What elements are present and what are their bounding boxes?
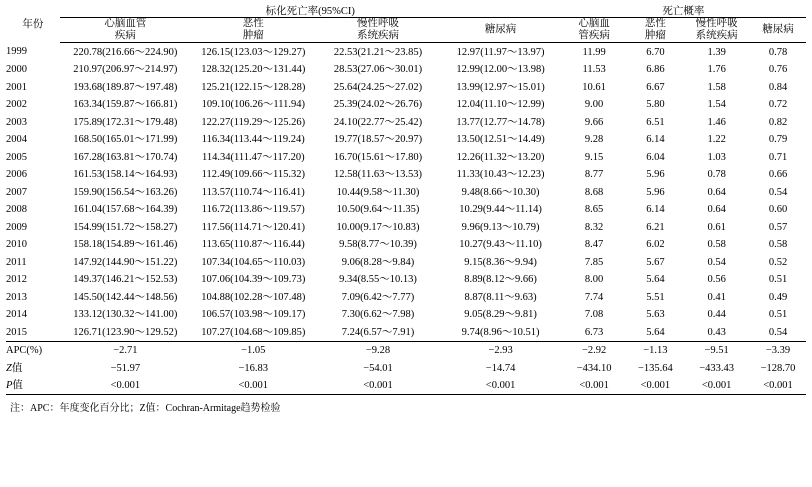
cell-p4: 0.71 bbox=[768, 151, 788, 163]
cell-m1: 158.18(154.89～161.46) bbox=[73, 239, 178, 251]
cell-p3: 1.39 bbox=[707, 46, 726, 58]
table-row bbox=[6, 218, 806, 236]
cell-m3: 25.64(24.25～27.02) bbox=[333, 81, 423, 93]
summary-row bbox=[6, 377, 806, 395]
cell-m2: 113.57(110.74～116.41) bbox=[201, 186, 305, 198]
cell-summary-m3: −54.01 bbox=[363, 362, 393, 374]
cell-summary-label bbox=[6, 359, 60, 377]
cell-summary-p1: −2.92 bbox=[561, 341, 628, 359]
cell-p4: 0.60 bbox=[768, 204, 788, 216]
cell-summary-m1: −2.71 bbox=[60, 341, 191, 359]
cell-m3: 9.58(8.77～10.39) bbox=[339, 239, 417, 251]
header-group-probability: 死亡概率 bbox=[561, 6, 806, 18]
header-group-row bbox=[6, 6, 806, 18]
cell-m1: 220.78(216.66～224.90) bbox=[73, 46, 178, 58]
summary-label-suffix: 值 bbox=[11, 362, 23, 374]
table-row bbox=[6, 148, 806, 166]
cell-summary-p2: −135.64 bbox=[637, 362, 673, 374]
cell-p4: 0.54 bbox=[768, 326, 788, 338]
cell-summary-p2: <0.001 bbox=[627, 377, 683, 395]
cell-p3: 1.46 bbox=[707, 116, 726, 128]
cell-m1: 133.12(130.32～141.00) bbox=[73, 309, 178, 321]
cell-m4: 9.96(9.13～10.79) bbox=[461, 221, 540, 233]
header-mortality-cancer-line2: 肿瘤 bbox=[242, 30, 264, 42]
table-row bbox=[6, 131, 806, 149]
cell-p3: 0.54 bbox=[707, 256, 726, 268]
cell-m2: 116.34(113.44～119.24) bbox=[201, 134, 305, 146]
header-mortality-diabetes bbox=[440, 18, 560, 43]
cell-m2: 117.56(114.71～120.41) bbox=[201, 221, 305, 233]
cell-p1: 9.66 bbox=[584, 116, 604, 128]
cell-m2: 107.06(104.39～109.73) bbox=[201, 274, 306, 286]
cell-p2: 6.51 bbox=[646, 116, 665, 128]
cell-year: 2012 bbox=[6, 274, 27, 286]
cell-p4: 0.84 bbox=[768, 81, 788, 93]
cell-p4: 0.51 bbox=[768, 309, 788, 321]
cell-p2: 5.64 bbox=[646, 326, 665, 338]
cell-m2: 114.34(111.47～117.20) bbox=[202, 151, 305, 163]
table-row bbox=[6, 96, 806, 114]
cell-summary-m3: <0.001 bbox=[316, 377, 441, 395]
cell-year: 2003 bbox=[6, 116, 27, 128]
header-mortality-crd-line2: 系统疾病 bbox=[357, 30, 399, 42]
cell-m1: 145.50(142.44～148.56) bbox=[73, 291, 178, 303]
cell-p1: 8.00 bbox=[584, 274, 604, 286]
summary-label-symbol: P bbox=[6, 380, 13, 392]
cell-summary-label bbox=[6, 377, 60, 395]
cell-m1: 161.53(158.14～164.93) bbox=[73, 169, 178, 181]
cell-m3: 10.50(9.64～11.35) bbox=[336, 204, 420, 216]
cell-summary-p4: −3.39 bbox=[750, 341, 806, 359]
table-row bbox=[6, 61, 806, 79]
cell-p2: 5.63 bbox=[646, 309, 665, 321]
cell-m4: 9.74(8.96～10.51) bbox=[461, 326, 540, 338]
cell-p3: 0.58 bbox=[707, 239, 726, 251]
cell-p2: 6.70 bbox=[646, 46, 665, 58]
cell-p2: 6.67 bbox=[646, 81, 665, 93]
cell-p3: 1.58 bbox=[707, 81, 726, 93]
cell-p2: 6.14 bbox=[646, 134, 665, 146]
cell-year: 2002 bbox=[6, 99, 27, 111]
cell-year: 2013 bbox=[6, 291, 27, 303]
cell-summary-m1: <0.001 bbox=[60, 377, 191, 395]
table-row bbox=[6, 166, 806, 184]
cell-m1: 193.68(189.87～197.48) bbox=[73, 81, 178, 93]
header-probability-diabetes bbox=[750, 18, 806, 43]
cell-summary-m4: −14.74 bbox=[485, 362, 516, 374]
header-mortality-cvd-line2: 疾病 bbox=[114, 30, 136, 42]
cell-m3: 16.70(15.61～17.80) bbox=[333, 151, 423, 163]
cell-p1: 11.53 bbox=[582, 64, 606, 76]
cell-m1: 175.89(172.31～179.48) bbox=[73, 116, 178, 128]
table-row bbox=[6, 306, 806, 324]
cell-p1: 7.08 bbox=[584, 309, 604, 321]
cell-p4: 0.78 bbox=[768, 46, 788, 58]
cell-p3: 0.64 bbox=[707, 204, 726, 216]
table-footnote: 注：APC：年度变化百分比；Z值：Cochran-Armitage趋势检验 bbox=[10, 403, 281, 415]
table-row bbox=[6, 288, 806, 306]
table-row bbox=[6, 43, 806, 61]
summary-label-suffix: 值 bbox=[12, 380, 23, 392]
summary-row bbox=[6, 359, 806, 377]
cell-m4: 8.89(8.12～9.66) bbox=[464, 274, 537, 286]
table-row bbox=[6, 78, 806, 96]
cell-m2: 104.88(102.28～107.48) bbox=[201, 291, 306, 303]
table-row bbox=[6, 236, 806, 254]
cell-p4: 0.82 bbox=[768, 116, 788, 128]
cell-p4: 0.58 bbox=[768, 239, 788, 251]
cell-summary-p3: <0.001 bbox=[683, 377, 750, 395]
cell-summary-m1: −51.97 bbox=[110, 362, 141, 374]
cell-m2: 113.65(110.87～116.44) bbox=[201, 239, 305, 251]
mortality-table bbox=[6, 6, 806, 395]
cell-m3: 9.34(8.55～10.13) bbox=[339, 274, 417, 286]
header-mortality-crd bbox=[316, 18, 441, 43]
cell-m2: 122.27(119.29～125.26) bbox=[201, 116, 306, 128]
cell-m3: 25.39(24.02～26.76) bbox=[333, 99, 423, 111]
cell-summary-m2: <0.001 bbox=[191, 377, 316, 395]
header-mortality-diabetes-line1: 糖尿病 bbox=[484, 24, 517, 36]
table-row bbox=[6, 201, 806, 219]
header-probability-crd-line1: 慢性呼吸 bbox=[695, 18, 738, 30]
cell-m3: 10.00(9.17～10.83) bbox=[336, 221, 420, 233]
cell-p2: 6.04 bbox=[646, 151, 665, 163]
cell-p2: 6.14 bbox=[646, 204, 665, 216]
cell-summary-p1: <0.001 bbox=[561, 377, 628, 395]
cell-p3: 0.64 bbox=[707, 186, 726, 198]
cell-m1: 149.37(146.21～152.53) bbox=[73, 274, 178, 286]
header-probability-cvd-line1: 心脑血 bbox=[578, 18, 610, 30]
cell-p3: 0.44 bbox=[707, 309, 726, 321]
cell-year: 2001 bbox=[6, 81, 27, 93]
cell-summary-p3: −9.51 bbox=[683, 341, 750, 359]
cell-p4: 0.54 bbox=[768, 186, 788, 198]
cell-p1: 9.15 bbox=[584, 151, 604, 163]
cell-m4: 12.26(11.32～13.20) bbox=[456, 151, 545, 163]
cell-p2: 5.64 bbox=[646, 274, 665, 286]
cell-p4: 0.57 bbox=[768, 221, 788, 233]
cell-p1: 7.85 bbox=[584, 256, 604, 268]
cell-year: 2015 bbox=[6, 326, 27, 338]
header-probability-cvd-line2: 管疾病 bbox=[578, 30, 610, 42]
cell-m1: 167.28(163.81～170.74) bbox=[73, 151, 178, 163]
cell-year: 2011 bbox=[6, 256, 27, 268]
cell-p2: 5.51 bbox=[646, 291, 665, 303]
cell-p4: 0.66 bbox=[768, 169, 788, 181]
cell-year: 2007 bbox=[6, 186, 27, 198]
cell-m1: 163.34(159.87～166.81) bbox=[73, 99, 178, 111]
cell-p1: 8.32 bbox=[584, 221, 604, 233]
cell-m4: 10.29(9.44～11.14) bbox=[459, 204, 542, 216]
cell-m3: 10.44(9.58～11.30) bbox=[336, 186, 420, 198]
table-row bbox=[6, 113, 806, 131]
table-row bbox=[6, 253, 806, 271]
cell-p3: 0.41 bbox=[707, 291, 726, 303]
cell-year: 2005 bbox=[6, 151, 27, 163]
table-row bbox=[6, 183, 806, 201]
cell-summary-p3: −433.43 bbox=[699, 362, 735, 374]
cell-m3: 24.10(22.77～25.42) bbox=[333, 116, 423, 128]
cell-m3: 28.53(27.06～30.01) bbox=[333, 64, 423, 76]
cell-p1: 10.61 bbox=[582, 81, 606, 93]
header-mortality-cvd bbox=[60, 18, 191, 43]
cell-p4: 0.51 bbox=[768, 274, 788, 286]
cell-summary-p1: −434.10 bbox=[576, 362, 612, 374]
cell-p3: 1.22 bbox=[707, 134, 726, 146]
cell-year: 2004 bbox=[6, 134, 27, 146]
cell-p1: 8.68 bbox=[584, 186, 604, 198]
header-probability-cvd bbox=[561, 18, 628, 43]
cell-m4: 13.77(12.77～14.78) bbox=[456, 116, 545, 128]
cell-m2: 112.49(109.66～115.32) bbox=[201, 169, 305, 181]
cell-m1: 126.71(123.90～129.52) bbox=[73, 326, 178, 338]
header-group-mortality: 标化死亡率(95%CI) bbox=[60, 6, 561, 18]
cell-m3: 7.09(6.42～7.77) bbox=[341, 291, 415, 303]
cell-p1: 7.74 bbox=[584, 291, 604, 303]
cell-m1: 168.50(165.01～171.99) bbox=[73, 134, 178, 146]
cell-p2: 6.02 bbox=[646, 239, 665, 251]
header-probability-cancer bbox=[627, 18, 683, 43]
cell-p3: 1.54 bbox=[707, 99, 726, 111]
cell-m2: 116.72(113.86～119.57) bbox=[201, 204, 305, 216]
table-row bbox=[6, 323, 806, 341]
cell-m4: 13.50(12.51～14.49) bbox=[456, 134, 545, 146]
cell-m1: 159.90(156.54～163.26) bbox=[73, 186, 178, 198]
cell-m2: 109.10(106.26～111.94) bbox=[201, 99, 305, 111]
header-sub-row bbox=[6, 18, 806, 43]
cell-summary-p2: −1.13 bbox=[627, 341, 683, 359]
cell-summary-m3: −9.28 bbox=[316, 341, 441, 359]
cell-m4: 12.99(12.00～13.98) bbox=[456, 64, 545, 76]
cell-year: 2008 bbox=[6, 204, 27, 216]
cell-year: 2000 bbox=[6, 64, 27, 76]
cell-m4: 9.15(8.36～9.94) bbox=[464, 256, 537, 268]
header-probability-diabetes-line1: 糖尿病 bbox=[762, 24, 794, 36]
header-probability-crd bbox=[683, 18, 750, 43]
cell-year: 2010 bbox=[6, 239, 27, 251]
cell-summary-m4: <0.001 bbox=[440, 377, 560, 395]
cell-p1: 8.47 bbox=[584, 239, 604, 251]
cell-m4: 10.27(9.43～11.10) bbox=[459, 239, 542, 251]
cell-p4: 0.72 bbox=[768, 99, 788, 111]
cell-m3: 7.24(6.57～7.91) bbox=[341, 326, 415, 338]
cell-m2: 126.15(123.03～129.27) bbox=[201, 46, 306, 58]
header-mortality-cvd-line1: 心脑血管 bbox=[104, 18, 147, 30]
cell-m1: 210.97(206.97～214.97) bbox=[73, 64, 178, 76]
cell-m2: 125.21(122.15～128.28) bbox=[201, 81, 306, 93]
cell-p1: 9.28 bbox=[584, 134, 604, 146]
header-year: 年份 bbox=[22, 18, 44, 30]
cell-m3: 19.77(18.57～20.97) bbox=[333, 134, 423, 146]
cell-m3: 12.58(11.63～13.53) bbox=[334, 169, 422, 181]
cell-p1: 6.73 bbox=[584, 326, 604, 338]
cell-year: 2009 bbox=[6, 221, 27, 233]
cell-year: 1999 bbox=[6, 46, 27, 58]
cell-p2: 5.80 bbox=[646, 99, 665, 111]
cell-p2: 5.96 bbox=[646, 169, 665, 181]
cell-year: 2014 bbox=[6, 309, 27, 321]
cell-m4: 8.87(8.11～9.63) bbox=[464, 291, 537, 303]
cell-summary-m2: −1.05 bbox=[191, 341, 316, 359]
cell-summary-p4: <0.001 bbox=[750, 377, 806, 395]
cell-summary-m2: −16.83 bbox=[238, 362, 269, 374]
header-mortality-crd-line1: 慢性呼吸 bbox=[357, 18, 399, 30]
cell-p3: 1.03 bbox=[707, 151, 726, 163]
cell-m3: 9.06(8.28～9.84) bbox=[341, 256, 415, 268]
cell-p2: 5.96 bbox=[646, 186, 665, 198]
cell-m4: 12.97(11.97～13.97) bbox=[456, 46, 545, 58]
cell-m3: 7.30(6.62～7.98) bbox=[341, 309, 415, 321]
cell-p3: 0.56 bbox=[707, 274, 726, 286]
cell-m4: 11.33(10.43～12.23) bbox=[456, 169, 545, 181]
header-mortality-cancer bbox=[191, 18, 316, 43]
cell-p2: 6.86 bbox=[646, 64, 665, 76]
cell-m2: 128.32(125.20～131.44) bbox=[201, 64, 306, 76]
cell-p1: 8.77 bbox=[584, 169, 604, 181]
cell-m1: 154.99(151.72～158.27) bbox=[73, 221, 178, 233]
cell-p1: 9.00 bbox=[584, 99, 604, 111]
cell-p2: 5.67 bbox=[646, 256, 665, 268]
summary-row bbox=[6, 341, 806, 359]
header-probability-cancer-line2: 肿瘤 bbox=[644, 30, 666, 42]
cell-p3: 1.76 bbox=[707, 64, 726, 76]
cell-m4: 12.04(11.10～12.99) bbox=[456, 99, 545, 111]
cell-m4: 9.48(8.66～10.30) bbox=[461, 186, 540, 198]
table-body bbox=[6, 43, 806, 395]
cell-p4: 0.52 bbox=[768, 256, 788, 268]
cell-m4: 13.99(12.97～15.01) bbox=[456, 81, 545, 93]
cell-summary-p4: −128.70 bbox=[760, 362, 796, 374]
header-probability-cancer-line1: 恶性 bbox=[644, 18, 666, 30]
table-row bbox=[6, 271, 806, 289]
cell-m2: 107.34(104.65～110.03) bbox=[201, 256, 306, 268]
cell-p4: 0.76 bbox=[768, 64, 788, 76]
cell-m1: 161.04(157.68～164.39) bbox=[73, 204, 178, 216]
cell-p4: 0.49 bbox=[768, 291, 788, 303]
header-mortality-cancer-line1: 恶性 bbox=[242, 18, 264, 30]
cell-m1: 147.92(144.90～151.22) bbox=[73, 256, 178, 268]
cell-summary-label: APC(%) bbox=[6, 341, 60, 359]
cell-p1: 8.65 bbox=[584, 204, 604, 216]
cell-m4: 9.05(8.29～9.81) bbox=[464, 309, 537, 321]
cell-p1: 11.99 bbox=[582, 46, 606, 58]
summary-label-symbol: Z bbox=[6, 362, 12, 374]
cell-p3: 0.43 bbox=[707, 326, 726, 338]
cell-m2: 106.57(103.98～109.17) bbox=[201, 309, 306, 321]
cell-p3: 0.61 bbox=[707, 221, 726, 233]
cell-m2: 107.27(104.68～109.85) bbox=[201, 326, 306, 338]
cell-p3: 0.78 bbox=[707, 169, 726, 181]
cell-m3: 22.53(21.21～23.85) bbox=[333, 46, 423, 58]
cell-p4: 0.79 bbox=[768, 134, 788, 146]
cell-p2: 6.21 bbox=[646, 221, 665, 233]
cell-year: 2006 bbox=[6, 169, 27, 181]
cell-summary-m4: −2.93 bbox=[440, 341, 560, 359]
header-probability-crd-line2: 系统疾病 bbox=[695, 30, 738, 42]
